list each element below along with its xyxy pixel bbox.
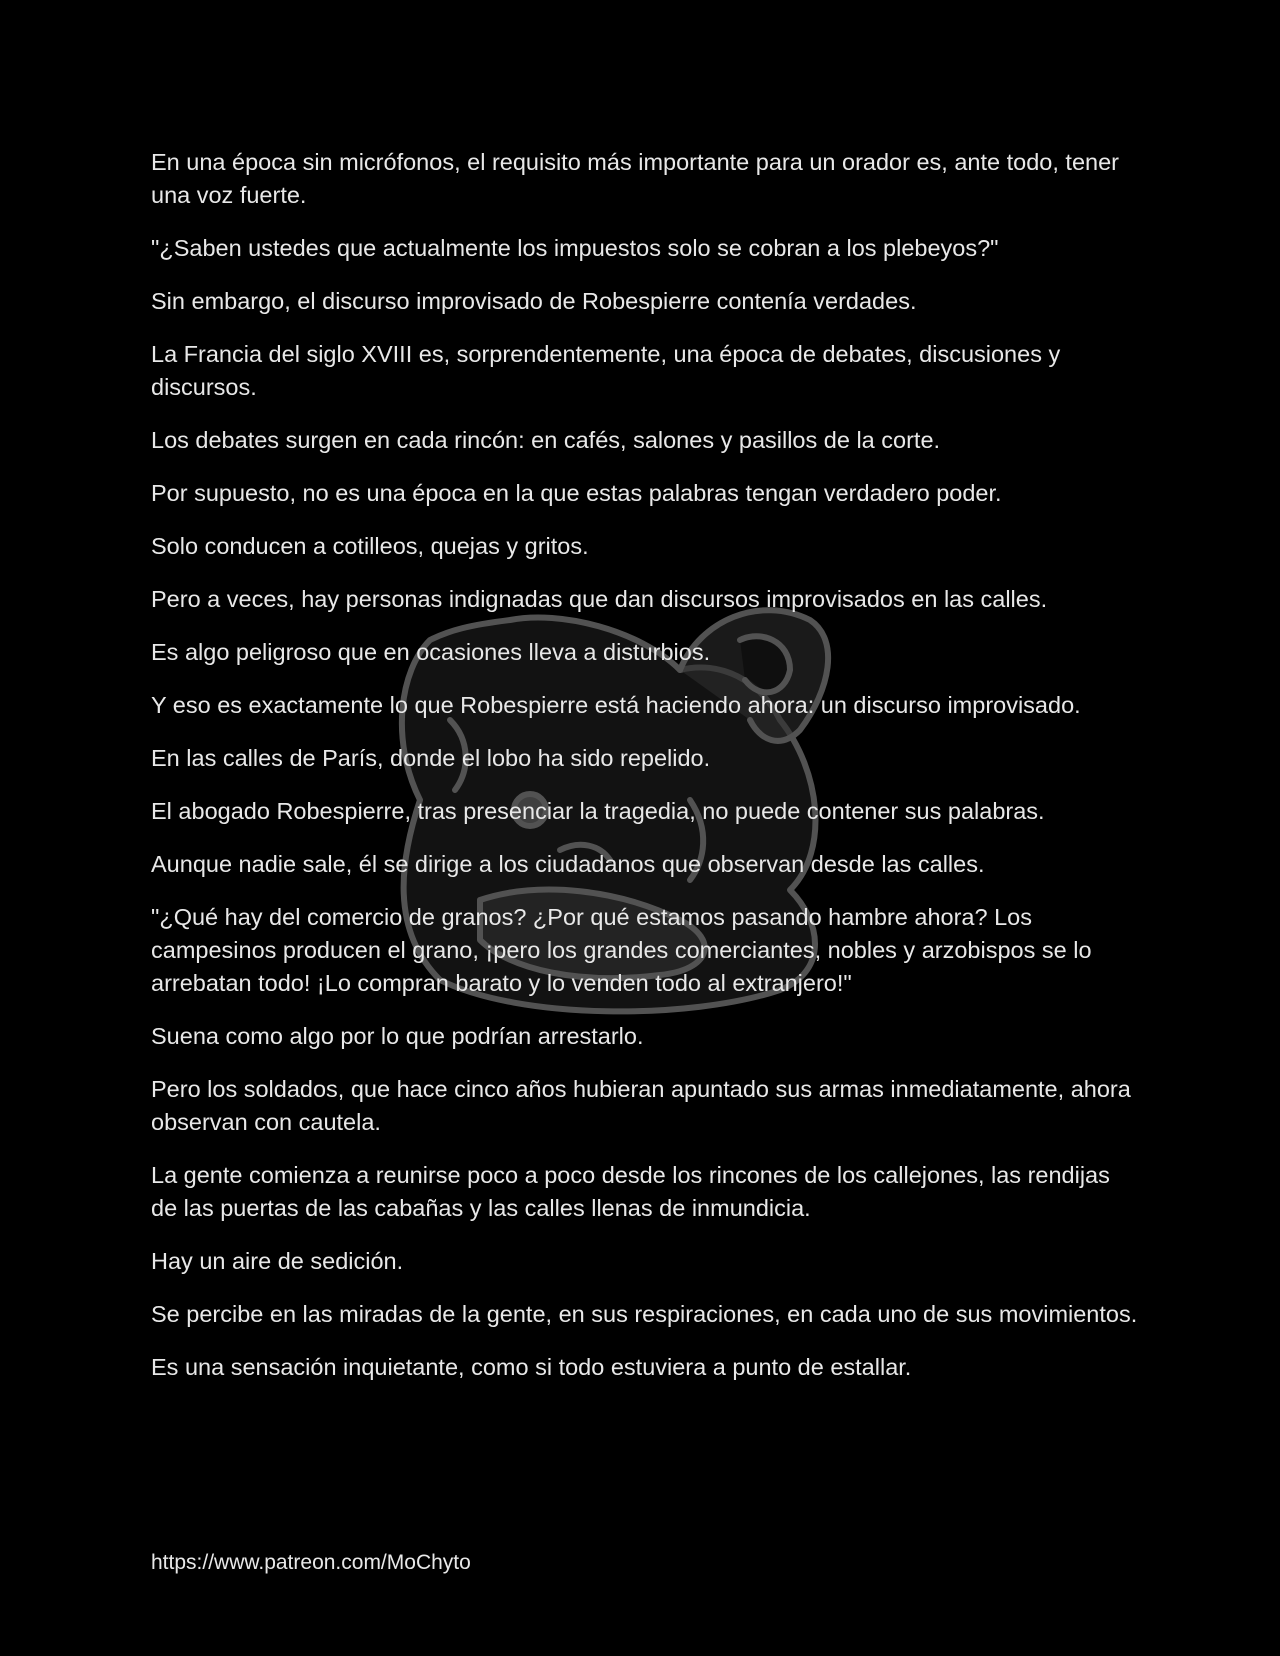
article-body — [151, 146, 1141, 1404]
paragraph: Por supuesto, no es una época en la que estas palabras tengan verdadero poder. — [151, 480, 1002, 506]
paragraph: Solo conducen a cotilleos, quejas y gritos. — [151, 533, 589, 559]
paragraph: Sin embargo, el discurso improvisado de Robespierre contenía verdades. — [151, 288, 917, 314]
paragraph: Pero los soldados, que hace cinco años hubieran apuntado sus armas inmediatamente, ahora observan con cautela. — [151, 1076, 1131, 1135]
paragraph: Los debates surgen en cada rincón: en cafés, salones y pasillos de la corte. — [151, 427, 941, 453]
paragraph: Pero a veces, hay personas indignadas que dan discursos improvisados en las calles. — [151, 586, 1048, 612]
patreon-link[interactable]: https://www.patreon.com/MoChyto — [151, 1551, 471, 1574]
paragraph: Suena como algo por lo que podrían arrestarlo. — [151, 1023, 644, 1049]
paragraph: Es algo peligroso que en ocasiones lleva a disturbios. — [151, 639, 711, 665]
paragraph: En las calles de París, donde el lobo ha sido repelido. — [151, 745, 711, 771]
paragraph: Y eso es exactamente lo que Robespierre está haciendo ahora: un discurso improvisado. — [151, 692, 1081, 718]
paragraph: En una época sin micrófonos, el requisito más importante para un orador es, ante todo, tener una voz fuerte. — [151, 149, 1119, 208]
paragraph: La gente comienza a reunirse poco a poco desde los rincones de los callejones, las rendijas de las puertas de las cabañas y las calles llenas de inmundicia. — [151, 1162, 1110, 1221]
paragraph: "¿Qué hay del comercio de granos? ¿Por qué estamos pasando hambre ahora? Los campesinos producen el grano, ¡pero los grandes comerciantes, nobles y arzobispos se lo arrebatan todo! ¡Lo compran barato y lo venden todo al extranjero!" — [151, 904, 1092, 996]
paragraph: La Francia del siglo XVIII es, sorprendentemente, una época de debates, discusiones y discursos. — [151, 341, 1061, 400]
paragraph: El abogado Robespierre, tras presenciar la tragedia, no puede contener sus palabras. — [151, 798, 1045, 824]
paragraph: Hay un aire de sedición. — [151, 1248, 404, 1274]
paragraph: Se percibe en las miradas de la gente, en sus respiraciones, en cada uno de sus movimientos. — [151, 1301, 1138, 1327]
paragraph: Es una sensación inquietante, como si todo estuviera a punto de estallar. — [151, 1354, 912, 1380]
paragraph: Aunque nadie sale, él se dirige a los ciudadanos que observan desde las calles. — [151, 851, 985, 877]
paragraph: "¿Saben ustedes que actualmente los impuestos solo se cobran a los plebeyos?" — [151, 235, 999, 261]
